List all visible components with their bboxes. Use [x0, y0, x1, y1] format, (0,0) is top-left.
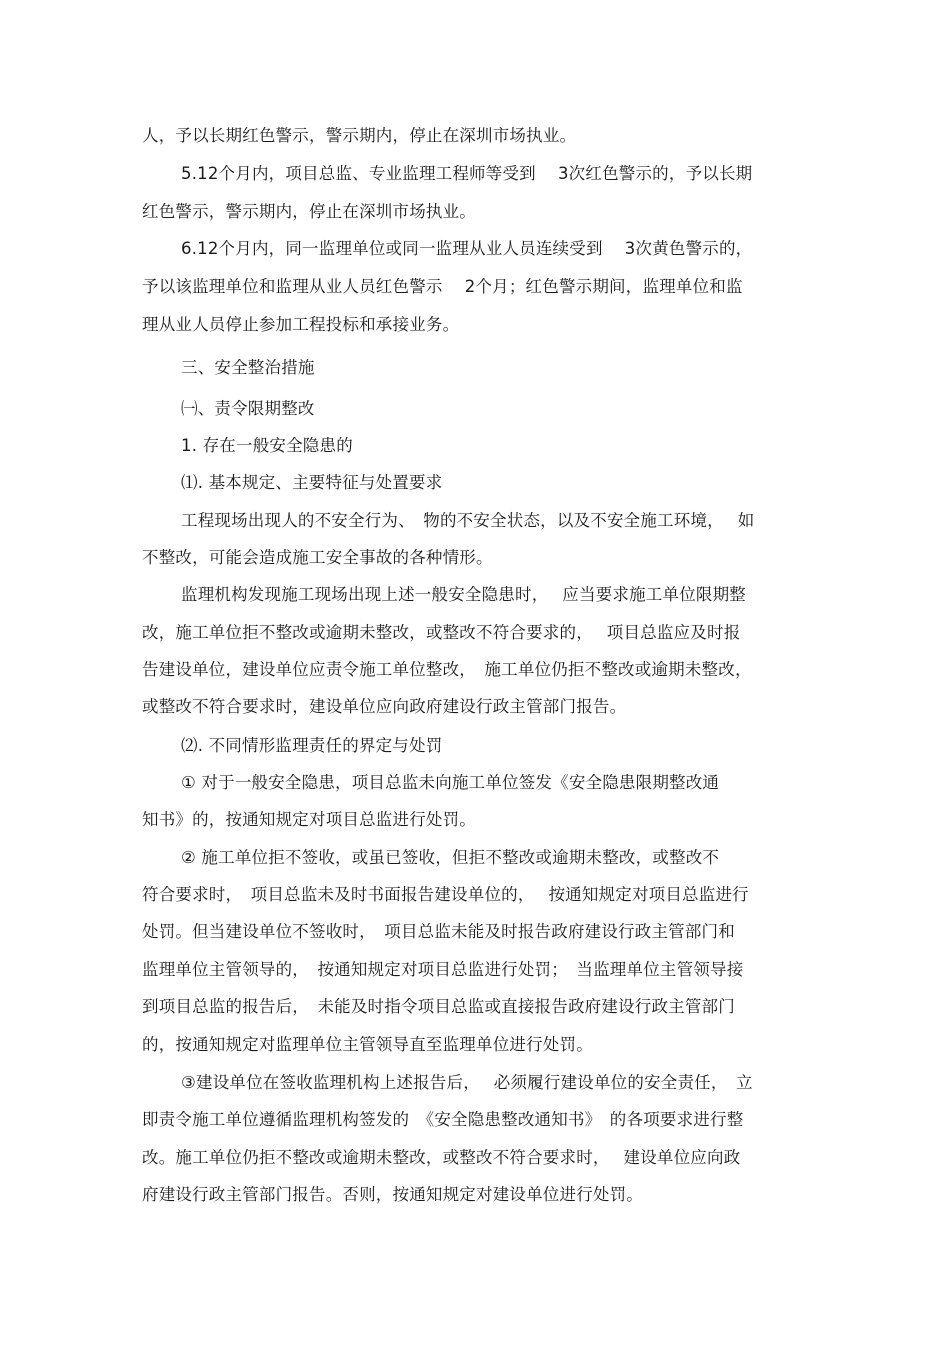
body-text-line: ② 施工单位拒不签收，或虽已签收，但拒不整改或逾期未整改，或整改不 [181, 848, 720, 867]
list-item-5: 5.12个月内，项目总监、专业监理工程师等受到 3次红色警示的，予以长期 [181, 164, 753, 183]
body-text-line: 工程现场出现人的不安全行为、 物的不安全状态，以及不安全施工环境， 如 [181, 511, 755, 530]
body-text-line: 监理机构发现施工现场出现上述一般安全隐患时， 应当要求施工单位限期整 [181, 585, 746, 604]
body-text-line: 改。施工单位仍拒不整改或逾期未整改，或整改不符合要求时， 建设单位应向政 [142, 1148, 741, 1167]
subsection-heading: ㈠、责令限期整改 [181, 399, 315, 418]
body-text-line: 不整改，可能会造成施工安全事故的各种情形。 [142, 548, 493, 567]
section-heading: 三、安全整治措施 [181, 358, 315, 377]
body-text-line: 红色警示，警示期内，停止在深圳市场执业。 [142, 202, 476, 221]
body-text-line: ① 对于一般安全隐患，项目总监未向施工单位签发《安全隐患限期整改通 [181, 773, 720, 792]
body-text-line: 到项目总监的报告后， 未能及时指令项目总监或直接报告政府建设行政主管部门 [142, 997, 735, 1016]
body-text-line: 或整改不符合要求时，建设单位应向政府建设行政主管部门报告。 [142, 697, 627, 716]
body-text-line: 符合要求时， 项目总监未及时书面报告建设单位的， 按通知规定对项目总监进行 [142, 885, 749, 904]
body-text-line: 府建设行政主管部门报告。否则，按通知规定对建设单位进行处罚。 [142, 1185, 643, 1204]
body-text-line: 人，予以长期红色警示，警示期内，停止在深圳市场执业。 [142, 126, 577, 145]
body-text-line: 改，施工单位拒不整改或逾期未整改，或整改不符合要求的， 项目总监应及时报 [142, 623, 741, 642]
body-text-line: 监理单位主管领导的， 按通知规定对项目总监进行处罚； 当监理单位主管领导接 [142, 960, 744, 979]
body-text-line: 理从业人员停止参加工程投标和承接业务。 [142, 315, 460, 334]
body-text-line: 即责令施工单位遵循监理机构签发的 《安全隐患整改通知书》 的各项要求进行整 [142, 1110, 744, 1129]
body-text-line: ③建设单位在签收监理机构上述报告后， 必须履行建设单位的安全责任， 立 [181, 1073, 753, 1092]
body-text-line: 告建设单位，建设单位应责令施工单位整改， 施工单位仍拒不整改或逾期未整改， [142, 660, 752, 679]
subitem-heading: ⑵. 不同情形监理责任的界定与处罚 [181, 736, 443, 755]
subitem-heading: ⑴. 基本规定、主要特征与处置要求 [181, 473, 443, 492]
body-text-line: 知书》的，按通知规定对项目总监进行处罚。 [142, 810, 476, 829]
list-item-6: 6.12个月内，同一监理单位或同一监理从业人员连续受到 3次黄色警示的， [181, 239, 753, 258]
body-text-line: 处罚。但当建设单位不签收时， 项目总监未能及时报告政府建设行政主管部门和 [142, 922, 735, 941]
item-heading: 1. 存在一般安全隐患的 [181, 436, 353, 455]
body-text-line: 的，按通知规定对监理单位主管领导直至监理单位进行处罚。 [142, 1035, 593, 1054]
body-text-line: 予以该监理单位和监理从业人员红色警示 2个月；红色警示期间，监理单位和监 [142, 277, 743, 296]
